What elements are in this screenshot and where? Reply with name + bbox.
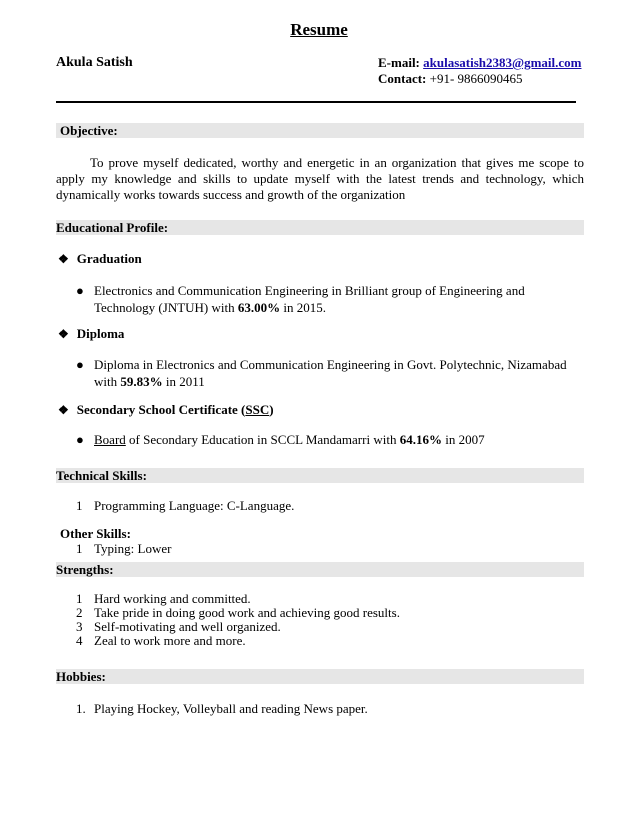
email-line [378,55,582,71]
round-bullet-icon: ● [76,283,84,298]
ssc-title-a: Secondary School Certificate ( [76,402,246,417]
graduation-item [76,282,580,316]
technical-heading: Technical Skills: [56,468,584,483]
graduation-percent: 63.00% [237,300,281,315]
ssc-board: Board [94,432,126,447]
diamond-bullet-icon: ❖ [58,252,69,266]
graduation-heading [58,251,142,267]
strengths-heading: Strengths: [56,562,584,577]
diploma-text-a: Diploma in Electronics and Communication Engineering in Govt. Polytechnic, Nizamabad with [94,357,567,389]
objective-text: To prove myself dedicated, worthy and energetic in an organization that gives me scope to apply my knowledge and skills to update myself with the latest trends and technology, which dynamically works towards success and growth of the organization [56,155,584,202]
objective-heading: Objective: [56,123,584,138]
other-skills-heading: Other Skills: [60,526,131,541]
contact-number: +91- 9866090465 [429,71,523,86]
list-text: Programming Language: C-Language. [94,498,295,513]
list-text: Self-motivating and well organized. [94,619,281,634]
contact-label: Contact: [378,71,427,86]
list-number: 2 [76,605,83,620]
round-bullet-icon: ● [76,432,84,447]
diamond-bullet-icon: ❖ [58,403,69,417]
graduation-text-a: Electronics and Communication Engineering in Brilliant group of Engineering and Technology (JNTUH) with [94,283,525,315]
list-text: Typing: Lower [94,541,172,556]
email-link[interactable]: akulasatish2383@gmail.com [423,55,582,70]
ssc-text-b: in 2007 [441,432,485,447]
diploma-percent: 59.83% [120,374,163,389]
list-text: Playing Hockey, Volleyball and reading News paper. [94,701,368,716]
list-item [76,700,580,717]
list-item [76,540,580,557]
candidate-name: Akula Satish [56,55,133,70]
round-bullet-icon: ● [76,357,84,372]
diploma-heading [58,326,124,342]
list-number: 1 [76,541,83,556]
graduation-text-b: in 2015. [280,300,326,315]
diploma-item [76,356,580,390]
email-label: E-mail: [378,55,420,70]
list-number: 4 [76,633,83,648]
list-number: 1 [76,591,83,606]
hobbies-heading: Hobbies: [56,669,584,684]
diploma-text-b: in 2011 [162,374,205,389]
ssc-heading [58,402,274,418]
list-text: Zeal to work more and more. [94,633,246,648]
diploma-title: Diploma [76,326,125,341]
list-text: Hard working and committed. [94,591,251,606]
ssc-percent: 64.16% [399,432,442,447]
contact-line [378,71,523,87]
education-heading: Educational Profile: [56,220,584,235]
diamond-bullet-icon: ❖ [58,327,69,341]
ssc-item [76,431,580,448]
list-item [76,497,580,514]
list-number: 1. [76,701,86,716]
list-number: 3 [76,619,83,634]
list-text: Take pride in doing good work and achieving good results. [94,605,400,620]
list-item [76,632,580,649]
graduation-title: Graduation [76,251,142,266]
list-number: 1 [76,498,83,513]
ssc-title-b: ) [269,402,274,417]
ssc-abbr: SSC [245,402,270,417]
header-divider [56,101,576,103]
ssc-text-a: of Secondary Education in SCCL Mandamarri with [125,432,400,447]
page-title: Resume [290,20,348,39]
